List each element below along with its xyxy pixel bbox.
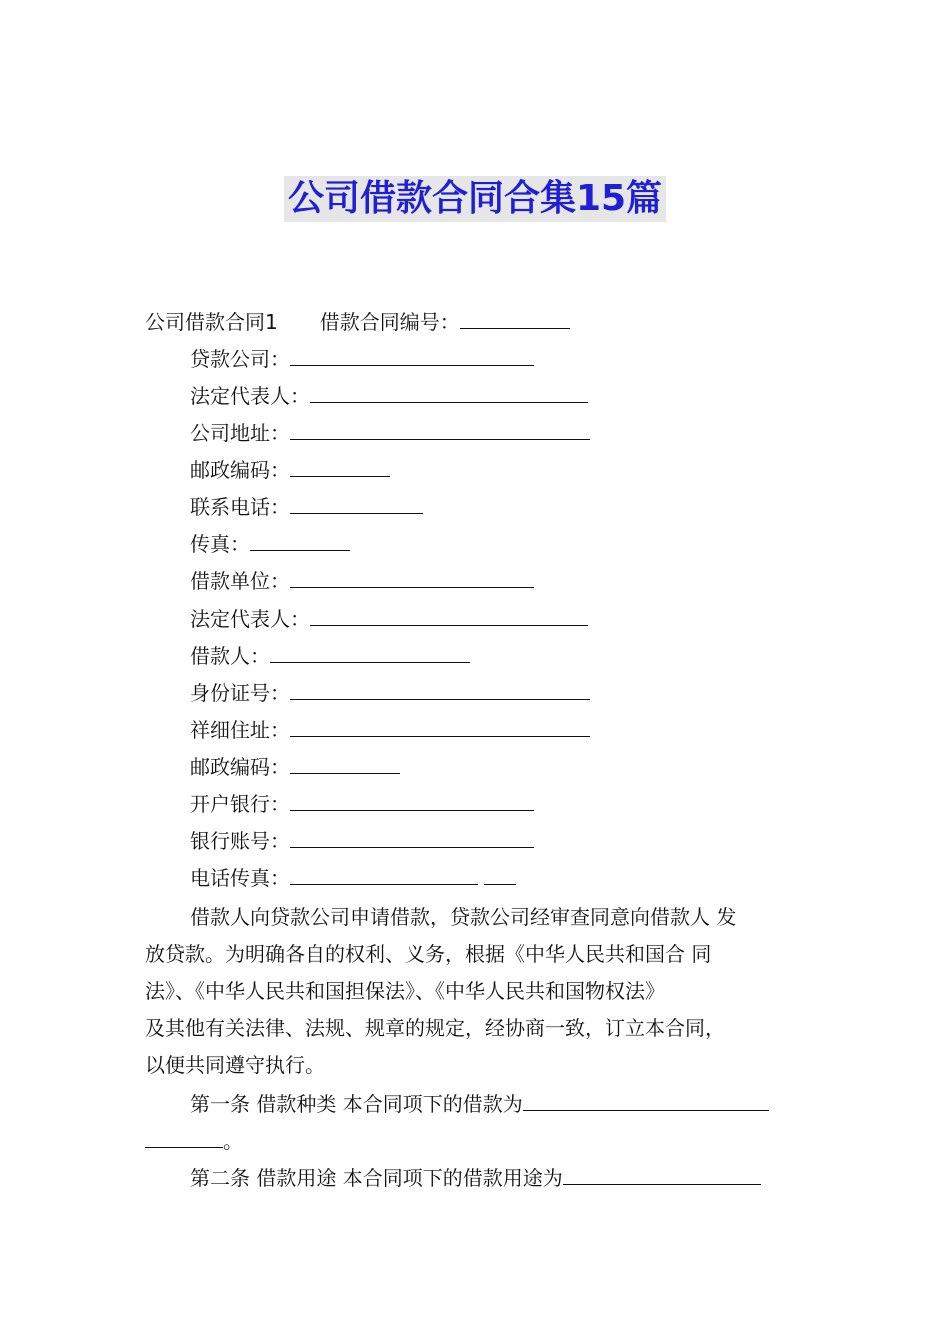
field-borrower bbox=[190, 642, 470, 670]
field-label: 借款单位： bbox=[190, 569, 290, 593]
field-label: 祥细住址： bbox=[190, 718, 290, 742]
field-detailed-address bbox=[190, 716, 590, 744]
article-2-text: 第二条 借款用途 本合同项下的借款用途为 bbox=[190, 1166, 563, 1190]
field-blank[interactable] bbox=[290, 864, 478, 885]
article-1-text: 第一条 借款种类 本合同项下的借款为 bbox=[190, 1092, 523, 1116]
article-1-blank[interactable] bbox=[523, 1090, 769, 1111]
field-phone-fax bbox=[190, 864, 516, 892]
field-company-address bbox=[190, 419, 590, 447]
field-label: 借款人： bbox=[190, 644, 270, 668]
field-blank[interactable] bbox=[310, 605, 588, 626]
article-1-line-1 bbox=[190, 1090, 769, 1118]
field-blank[interactable] bbox=[250, 530, 350, 551]
document-title: 公司借款合同合集15篇 bbox=[284, 176, 666, 222]
paragraph-text: 放贷款。为明确各自的权利、义务，根据《中华人民共和国合 同 bbox=[145, 942, 712, 966]
article-1-line-2 bbox=[145, 1127, 243, 1155]
field-phone bbox=[190, 493, 423, 521]
field-postcode-2 bbox=[190, 753, 400, 781]
field-borrower-unit bbox=[190, 567, 534, 595]
article-1-blank-cont[interactable] bbox=[145, 1127, 223, 1148]
intro-line-1 bbox=[190, 903, 736, 931]
field-blank[interactable] bbox=[290, 827, 534, 848]
field-label: 法定代表人： bbox=[190, 384, 310, 408]
field-blank[interactable] bbox=[290, 753, 400, 774]
field-blank[interactable] bbox=[290, 456, 390, 477]
paragraph-text: 借款人向贷款公司申请借款，贷款公司经审查同意向借款人 发 bbox=[190, 905, 737, 929]
contract-name: 公司借款合同1 bbox=[145, 310, 278, 334]
article-2-line-1 bbox=[190, 1164, 761, 1192]
field-legal-rep-1 bbox=[190, 382, 588, 410]
field-id-number bbox=[190, 679, 590, 707]
contract-heading-line bbox=[145, 308, 570, 336]
intro-line-5 bbox=[145, 1051, 325, 1079]
field-label: 电话传真： bbox=[190, 866, 290, 890]
intro-line-4 bbox=[145, 1014, 725, 1042]
field-blank[interactable] bbox=[290, 790, 534, 811]
field-bank bbox=[190, 790, 534, 818]
intro-line-2 bbox=[145, 940, 711, 968]
field-label: 贷款公司： bbox=[190, 347, 290, 371]
field-blank[interactable] bbox=[290, 493, 423, 514]
field-label: 传真： bbox=[190, 532, 250, 556]
field-label: 开户银行： bbox=[190, 792, 290, 816]
field-blank[interactable] bbox=[290, 345, 534, 366]
field-blank[interactable] bbox=[290, 716, 590, 737]
field-bank-account bbox=[190, 827, 534, 855]
paragraph-text: 以便共同遵守执行。 bbox=[145, 1053, 325, 1077]
intro-line-3 bbox=[145, 977, 665, 1005]
field-legal-rep-2 bbox=[190, 605, 588, 633]
field-blank[interactable] bbox=[310, 382, 588, 403]
field-label: 公司地址： bbox=[190, 421, 290, 445]
contract-no-label: 借款合同编号： bbox=[319, 310, 460, 334]
field-label: 联系电话： bbox=[190, 495, 290, 519]
paragraph-text: 法》、《中华人民共和国担保法》、《中华人民共和国物权法》 bbox=[145, 979, 665, 1003]
field-label: 邮政编码： bbox=[190, 458, 290, 482]
field-blank[interactable] bbox=[290, 419, 590, 440]
field-blank[interactable] bbox=[290, 679, 590, 700]
field-label: 身份证号： bbox=[190, 681, 290, 705]
field-label: 银行账号： bbox=[190, 829, 290, 853]
field-fax bbox=[190, 530, 350, 558]
field-blank[interactable] bbox=[270, 642, 470, 663]
article-1-end: 。 bbox=[223, 1129, 243, 1153]
field-blank[interactable] bbox=[290, 567, 534, 588]
field-label: 邮政编码： bbox=[190, 755, 290, 779]
field-postcode-1 bbox=[190, 456, 390, 484]
field-label: 法定代表人： bbox=[190, 607, 310, 631]
title-container bbox=[0, 176, 950, 222]
paragraph-text: 及其他有关法律、法规、规章的规定，经协商一致，订立本合同， bbox=[145, 1016, 725, 1040]
contract-no-blank[interactable] bbox=[460, 308, 570, 329]
field-lender-company bbox=[190, 345, 534, 373]
article-2-blank[interactable] bbox=[563, 1164, 761, 1185]
field-blank-extra[interactable] bbox=[484, 864, 516, 885]
